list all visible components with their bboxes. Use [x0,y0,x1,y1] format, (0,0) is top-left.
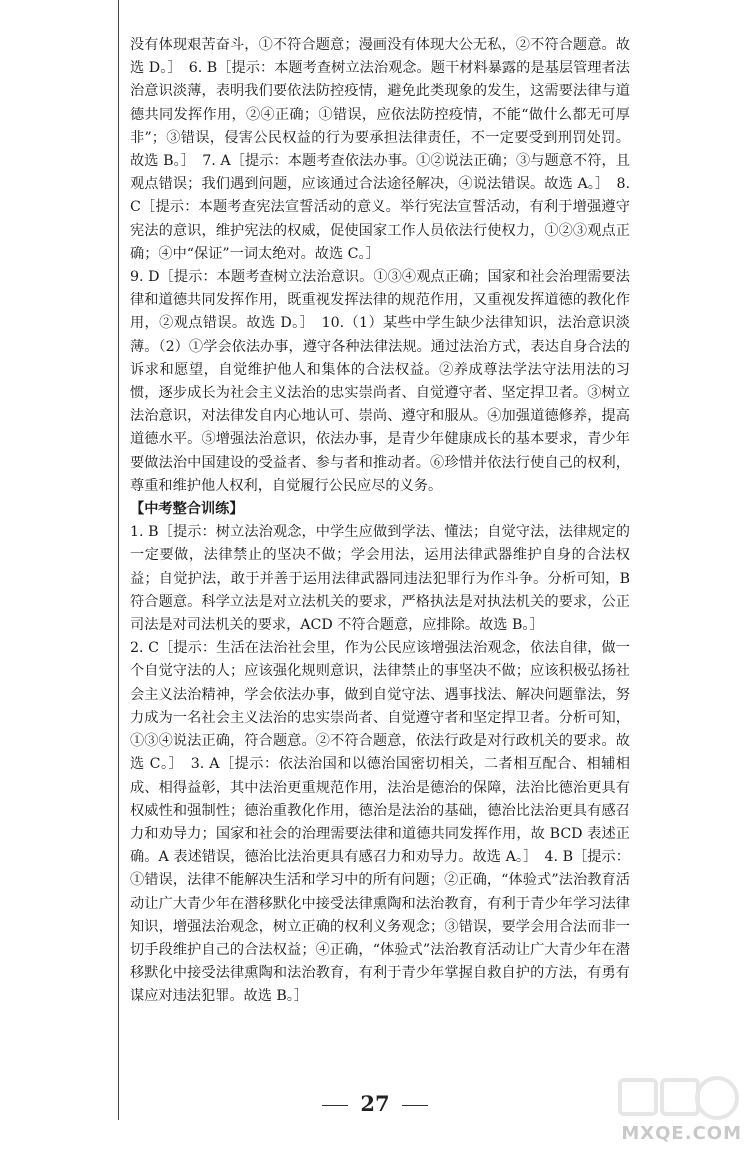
section-title: 【中考整合训练】 [130,501,244,518]
page-number-text: 27 [360,1091,390,1116]
answer-content [130,34,630,1009]
margin-rule [118,0,119,1120]
page-number-dash-right [402,1105,428,1106]
watermark-text: MXQE.COM [621,1123,742,1144]
paragraph-answers-9-10: 9. D［提示：本题考查树立法治意识。①③④观点正确；国家和社会治理需要法律和道德共同发挥作用，既重视发挥法律的规范作用，又重视发挥道德的教化作用，②观点错误。故选 D。］ 10.（1）某些中学生缺少法律知识，法治意识淡薄。（2）①学会依法办事，遵守各种法律法规。通过法治方式，表达自身合法的诉求和愿望，自觉维护他人和集体的合法权益。②养成尊法学法守法用法的习惯，逐步成长为社会主义法治的忠实崇尚者、自觉遵守者、坚定捍卫者。③树立法治意识，对法律发自内心地认可、崇尚、遵守和服从。④加强道德修养，提高道德水平。⑤增强法治意识，依法办事，是青少年健康成长的基本要求，青少年要做法治中国建设的受益者、参与者和推动者。⑥珍惜并依法行使自己的权利，尊重和维护他人权利，自觉履行公民应尽的义务。 [130,269,630,494]
page-number-dash-left [322,1105,348,1106]
paragraph-answers-6-8: 没有体现艰苦奋斗，①不符合题意；漫画没有体现大公无私，②不符合题意。故选 D。］ 6. B［提示：本题考查树立法治观念。题干材料暴露的是基层管理者法治意识淡薄，表明我们要依法防控疫情，避免此类现象的发生，这需要法律与道德共同发挥作用，②④正确；①错误，应依法防控疫情，不能“做什么都无可厚非”；③错误，侵害公民权益的行为要承担法律责任，不一定要受到刑罚处罚。故选 B。］ 7. A［提示：本题考查依法办事。①②说法正确；③与题意不符，且观点错误；我们遇到问题，应该通过合法途径解决，④说法错误。故选 A。］ 8. C［提示：本题考查宪法宣誓活动的意义。举行宪法宣誓活动，有利于增强遵守宪法的意识，维护宪法的权威，促使国家工作人员依法行使权力，①②③观点正确；④中“保证”一词太绝对。故选 C。］ [130,37,630,262]
paragraph-exam-answer-1: 1. B［提示：树立法治观念，中学生应做到学法、懂法；自觉守法，法律规定的一定要做，法律禁止的坚决不做；学会用法，运用法律武器维护自身的合法权益；自觉护法，敢于并善于运用法律武器同违法犯罪行为作斗争。分析可知，B 符合题意。科学立法是对立法机关的要求，严格执法是对执法机关的要求，公正司法是对司法机关的要求，ACD 不符合题意，应排除。故选 B。］ [130,524,630,634]
paragraph-exam-answers-2-4: 2. C［提示：生活在法治社会里，作为公民应该增强法治观念，依法自律，做一个自觉守法的人；应该强化规则意识，法律禁止的事坚决不做；应该积极弘扬社会主义法治精神，学会依法办事，做到自觉守法、遇事找法、解决问题靠法，努力成为一名社会主义法治的忠实崇尚者、自觉遵守者和坚定捍卫者。分析可知，①③④说法正确，符合题意。②不符合题意，依法行政是对行政机关的要求。故选 C。］ 3. A［提示：依法治国和以德治国密切相关，二者相互配合、相辅相成、相得益彰，其中法治更重规范作用，法治是德治的保障，法治比德治更具有权威性和强制性；德治重教化作用，德治是法治的基础，德治比法治更具有感召力和劝导力；国家和社会的治理需要法律和道德共同发挥作用，故 BCD 表述正确。A 表述错误，德治比法治更具有感召力和劝导力。故选 A。］ 4. B［提示：①错误，法律不能解决生活和学习中的所有问题；②正确，“体验式”法治教育活动让广大青少年在潜移默化中接受法律熏陶和法治教育，有利于青少年学习法律知识，增强法治观念，树立正确的权利义务观念；③错误，要学会用合法而非一切手段维护自己的合法权益；④正确，“体验式”法治教育活动让广大青少年在潜移默化中接受法律熏陶和法治教育，有利于青少年掌握自救自护的方法，有勇有谋应对违法犯罪。故选 B。］ [130,640,630,1005]
